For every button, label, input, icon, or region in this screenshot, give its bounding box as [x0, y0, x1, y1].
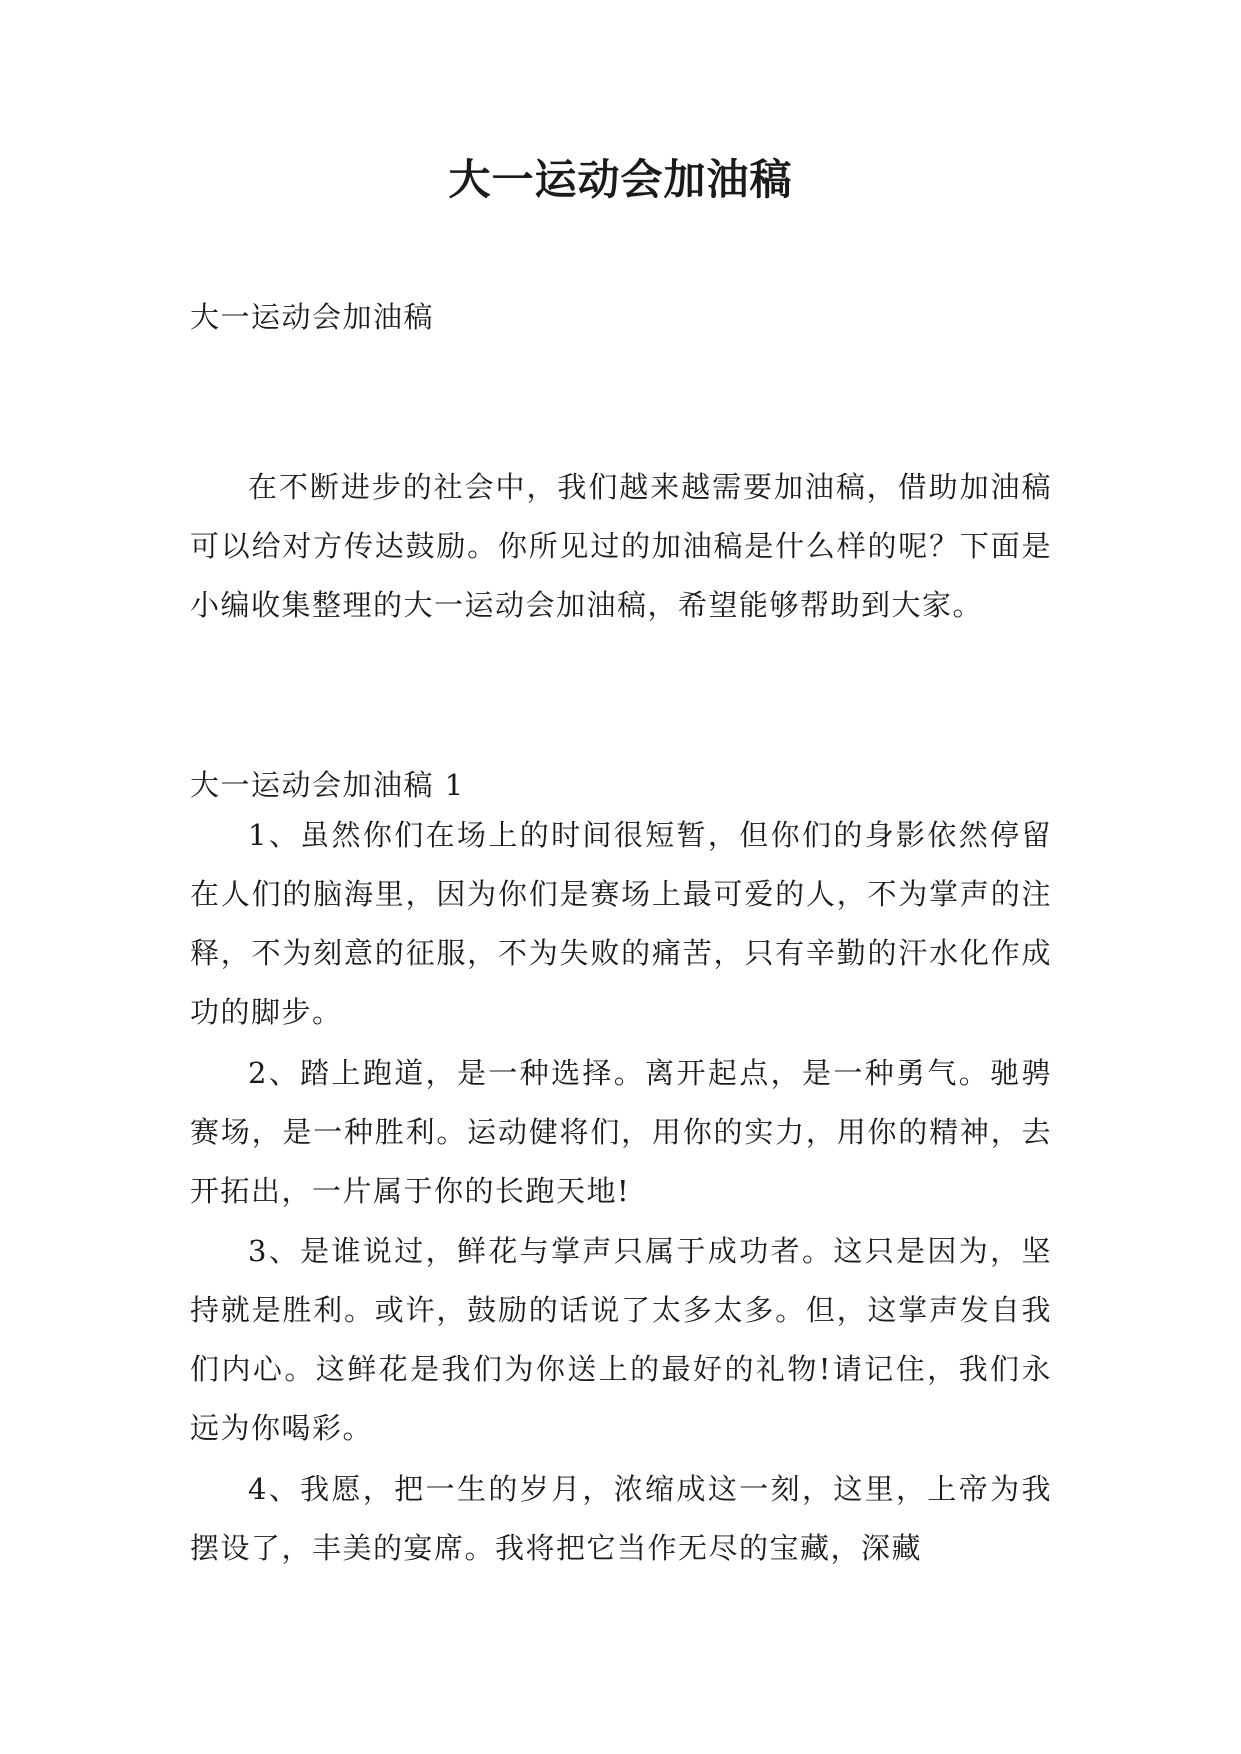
section-heading: 大一运动会加油稿 1: [190, 768, 465, 802]
cheer-item-1: 1、虽然你们在场上的时间很短暂，但你们的身影依然停留在人们的脑海里，因为你们是赛场上最可爱的人，不为掌声的注释，不为刻意的征服，不为失败的痛苦，只有辛勤的汗水化作成功的脚步。: [190, 818, 1052, 1029]
cheer-item-4: 4、我愿，把一生的岁月，浓缩成这一刻，这里，上帝为我摆设了，丰美的宴席。我将把它当作无尽的宝藏，深藏: [190, 1472, 1052, 1565]
cheer-item-3: 3、是谁说过，鲜花与掌声只属于成功者。这只是因为，坚持就是胜利。或许，鼓励的话说了太多太多。但，这掌声发自我们内心。这鲜花是我们为你送上的最好的礼物!请记住，我们永远为你喝彩。: [190, 1234, 1052, 1445]
document-subtitle: 大一运动会加油稿: [190, 300, 435, 334]
cheer-item-2: 2、踏上跑道，是一种选择。离开起点，是一种勇气。驰骋赛场，是一种胜利。运动健将们，用你的实力，用你的精神，去开拓出，一片属于你的长跑天地!: [190, 1056, 1052, 1208]
intro-paragraph: 在不断进步的社会中，我们越来越需要加油稿，借助加油稿可以给对方传达鼓励。你所见过的加油稿是什么样的呢？下面是小编收集整理的大一运动会加油稿，希望能够帮助到大家。: [190, 470, 1052, 622]
document-title: 大一运动会加油稿: [448, 155, 793, 204]
